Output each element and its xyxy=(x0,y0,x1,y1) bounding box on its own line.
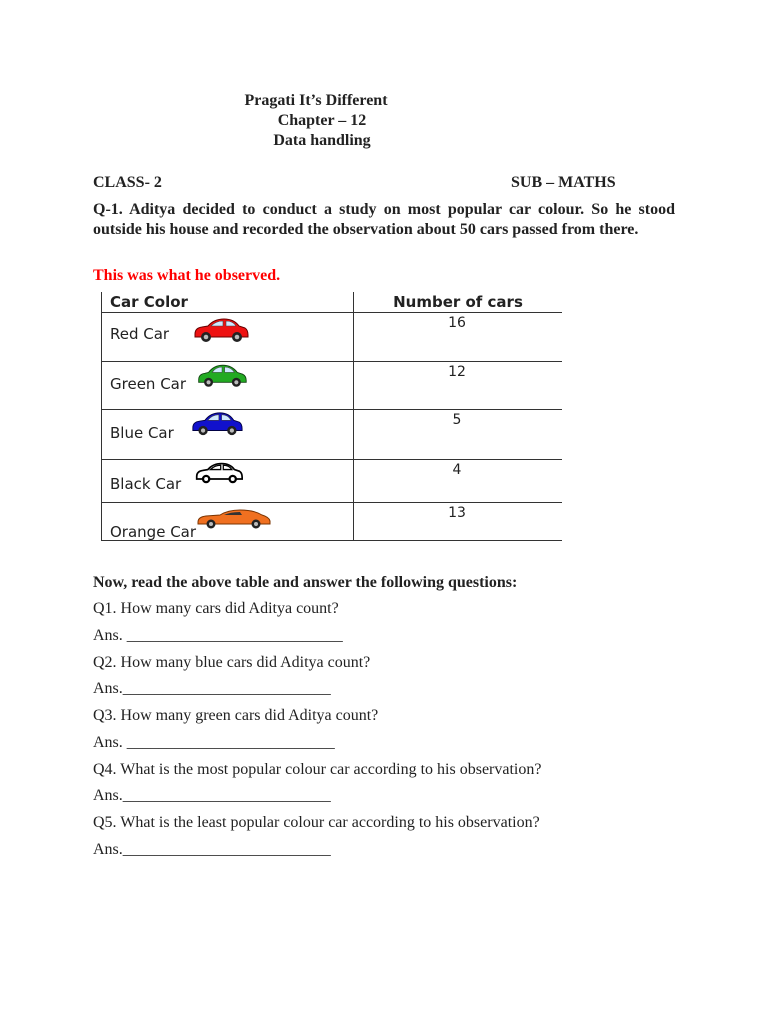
header-number-of-cars: Number of cars xyxy=(354,292,563,313)
car-name-cell xyxy=(102,503,354,541)
question-q3: Q3. How many green cars did Aditya count? xyxy=(93,707,379,724)
car-count-cell xyxy=(354,503,563,541)
table-row xyxy=(102,410,563,460)
answer-line-q2[interactable]: Ans.__________________________ xyxy=(93,680,331,697)
car-count: 12 xyxy=(448,364,466,380)
car-label: Blue Car xyxy=(110,424,174,442)
table-row xyxy=(102,460,563,503)
instructions: Now, read the above table and answer the following questions: xyxy=(93,574,518,591)
green-car-icon xyxy=(196,363,248,389)
car-count: 4 xyxy=(452,462,462,478)
class-label: CLASS- 2 xyxy=(93,174,162,191)
car-label: Green Car xyxy=(110,375,187,393)
red-car-icon xyxy=(192,316,250,344)
car-label: Black Car xyxy=(110,475,182,493)
car-label: Orange Car xyxy=(110,523,197,541)
question-q4: Q4. What is the most popular colour car according to his observation? xyxy=(93,761,542,778)
header-car-color: Car Color xyxy=(102,292,354,313)
question-text: Aditya decided to conduct a study on most popular car colour. So he stood outside his house and recorded the observation about 50 cars passed from there. xyxy=(93,201,675,238)
car-color-table xyxy=(101,292,562,541)
car-name-cell xyxy=(102,460,354,503)
orange-car-icon xyxy=(196,507,272,529)
answer-line-q5[interactable]: Ans.__________________________ xyxy=(93,841,331,858)
car-name-cell xyxy=(102,410,354,460)
car-count: 16 xyxy=(448,315,466,331)
table-row xyxy=(102,503,563,541)
car-name-cell xyxy=(102,313,354,362)
question-q2: Q2. How many blue cars did Aditya count? xyxy=(93,654,371,671)
table-header-row xyxy=(102,292,563,313)
car-count: 13 xyxy=(448,505,466,521)
car-count-cell xyxy=(354,362,563,410)
blue-car-icon xyxy=(188,411,246,437)
question-number: Q-1. xyxy=(93,201,123,218)
answer-line-q3[interactable]: Ans. __________________________ xyxy=(93,734,335,751)
car-name-cell xyxy=(102,362,354,410)
car-count-cell xyxy=(354,410,563,460)
observed-label: This was what he observed. xyxy=(93,267,281,284)
car-count-cell xyxy=(354,460,563,503)
table-row xyxy=(102,313,563,362)
car-label: Red Car xyxy=(110,325,170,343)
car-count-cell xyxy=(354,313,563,362)
school-title: Pragati It’s Different xyxy=(244,92,388,109)
answer-line-q1[interactable]: Ans. ___________________________ xyxy=(93,627,343,644)
table-row xyxy=(102,362,563,410)
subject-label: SUB – MATHS xyxy=(511,174,616,191)
topic-title: Data handling xyxy=(273,132,371,149)
car-count: 5 xyxy=(452,412,462,428)
question-1 xyxy=(93,200,675,240)
answer-line-q4[interactable]: Ans.__________________________ xyxy=(93,787,331,804)
question-q1: Q1. How many cars did Aditya count? xyxy=(93,600,339,617)
question-q5: Q5. What is the least popular colour car according to his observation? xyxy=(93,814,540,831)
chapter-title: Chapter – 12 xyxy=(277,112,367,129)
black-car-icon xyxy=(188,461,250,485)
